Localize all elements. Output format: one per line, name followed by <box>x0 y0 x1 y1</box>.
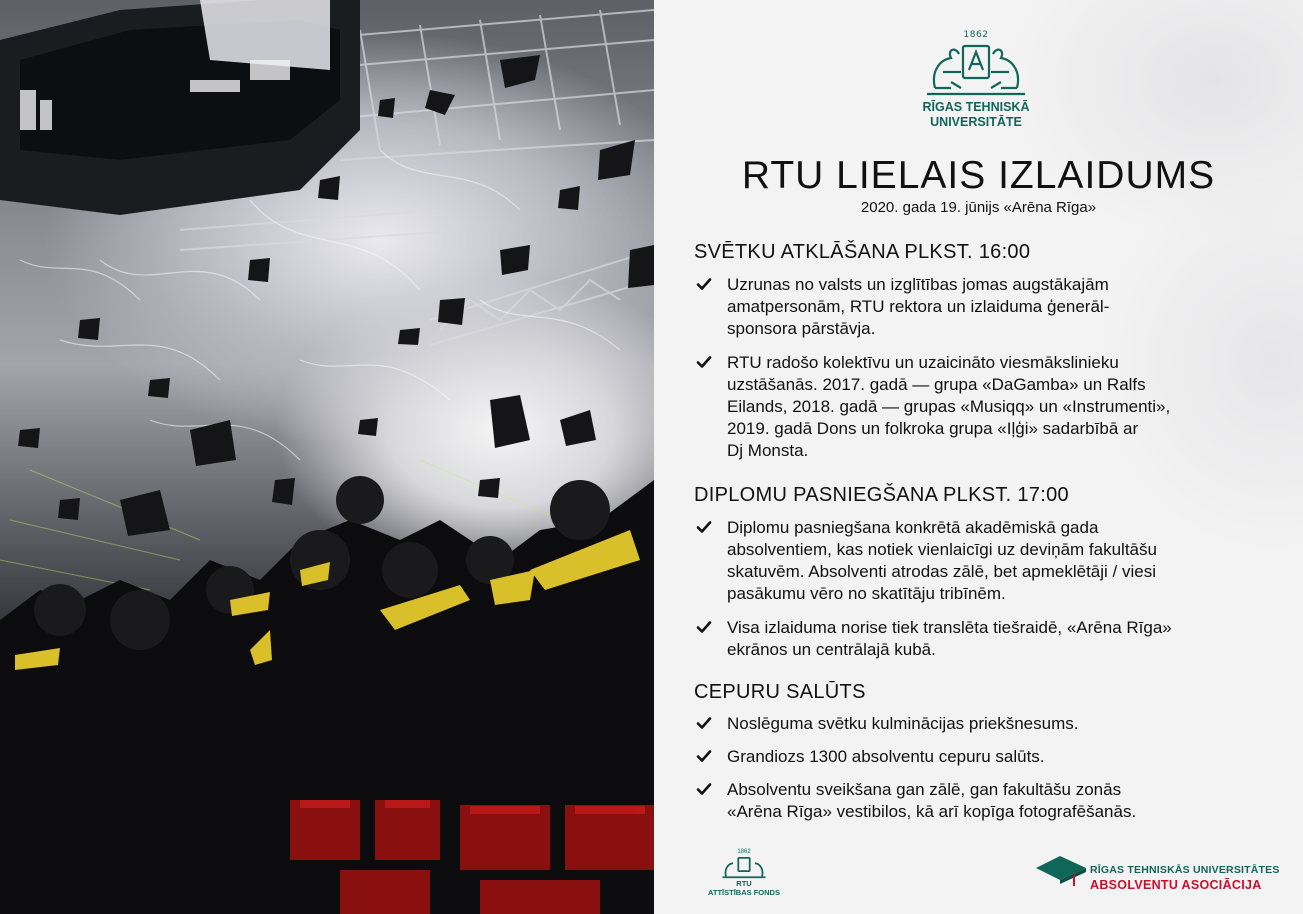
event-date-venue: 2020. gada 19. jūnijs «Arēna Rīga» <box>860 199 1097 216</box>
checkmark-icon <box>696 276 712 292</box>
list-item-text: Uzrunas no valsts un izglītības jomas augstākajām amatpersonām, RTU rektora un izlaiduma ģenerāl- sponsora pārstāvja. <box>727 275 1110 338</box>
list-item-text: Grandiozs 1300 absolventu cepuru salūts. <box>727 747 1045 766</box>
graduation-cap-logo-icon <box>1034 854 1088 890</box>
section-heading-diplomas: DIPLOMU PASNIEGŠANA PLKST. 17:00 <box>694 484 1069 506</box>
list-item <box>694 713 1254 735</box>
alumni-line2: ABSOLVENTU ASOCIĀCIJA <box>1090 878 1262 892</box>
checkmark-icon <box>696 354 712 370</box>
list-item-text: Absolventu sveikšana gan zālē, gan fakultāšu zonās «Arēna Rīga» vestibilos, kā arī kopīga fotografēšanās. <box>727 780 1137 821</box>
info-panel <box>654 0 1303 914</box>
checkmark-icon <box>696 519 712 535</box>
list-item <box>694 779 1254 823</box>
rtu-coat-of-arms-icon <box>921 42 1031 100</box>
alumni-association-logo <box>1034 852 1284 892</box>
rtu-logo <box>916 30 1036 130</box>
list-item <box>694 352 1254 462</box>
footer-logo-year: 1862 <box>737 849 751 855</box>
checkmark-icon <box>696 748 712 764</box>
list-item <box>694 517 1254 605</box>
list-item <box>694 746 1254 768</box>
checkmark-icon <box>696 715 712 731</box>
rtu-coat-of-arms-icon <box>719 857 769 879</box>
section-heading-opening: SVĒTKU ATKLĀŠANA PLKST. 16:00 <box>694 241 1031 263</box>
list-item <box>694 274 1254 340</box>
alumni-line1: RĪGAS TEHNISKĀS UNIVERSITĀTES <box>1090 864 1280 876</box>
rtu-development-fund-logo <box>699 848 789 897</box>
checkmark-icon <box>696 619 712 635</box>
logo-line1: RĪGAS TEHNISKĀ <box>922 100 1030 114</box>
footer-logo-line1: RTU <box>736 879 752 888</box>
checkmark-icon <box>696 781 712 797</box>
page-title: RTU LIELAIS IZLAIDUMS <box>741 154 1216 197</box>
list-item <box>694 617 1254 661</box>
list-item-text: Noslēguma svētku kulminācijas priekšnesums. <box>727 714 1079 733</box>
list-item-text: Visa izlaiduma norise tiek translēta tiešraidē, «Arēna Rīga» ekrānos un centrālajā kubā. <box>727 618 1172 659</box>
section-heading-cap-salute: CEPURU SALŪTS <box>694 681 866 703</box>
logo-year: 1862 <box>963 30 989 40</box>
logo-line2: UNIVERSITĀTE <box>930 115 1022 129</box>
list-item-text: RTU radošo kolektīvu un uzaicināto viesmākslinieku uzstāšanās. 2017. gadā — grupa «DaGamba» un Ralfs Eilands, 2018. gadā — grupas «Musiqq» un «Instrumenti», 2019. gadā Dons un folkroka grupa «Iļģi» sadarbībā ar Dj Monsta. <box>727 353 1171 460</box>
footer-logo-line2: ATTĪSTĪBAS FONDS <box>708 888 780 897</box>
list-item-text: Diplomu pasniegšana konkrētā akadēmiskā gada absolventiem, kas notiek vienlaicīgi uz deviņām fakultāšu skatuvēm. Absolventi atrodas zālē, bet apmeklētāji / viesi pasākumu vēro no skatītāju tribīnēm. <box>727 518 1157 603</box>
